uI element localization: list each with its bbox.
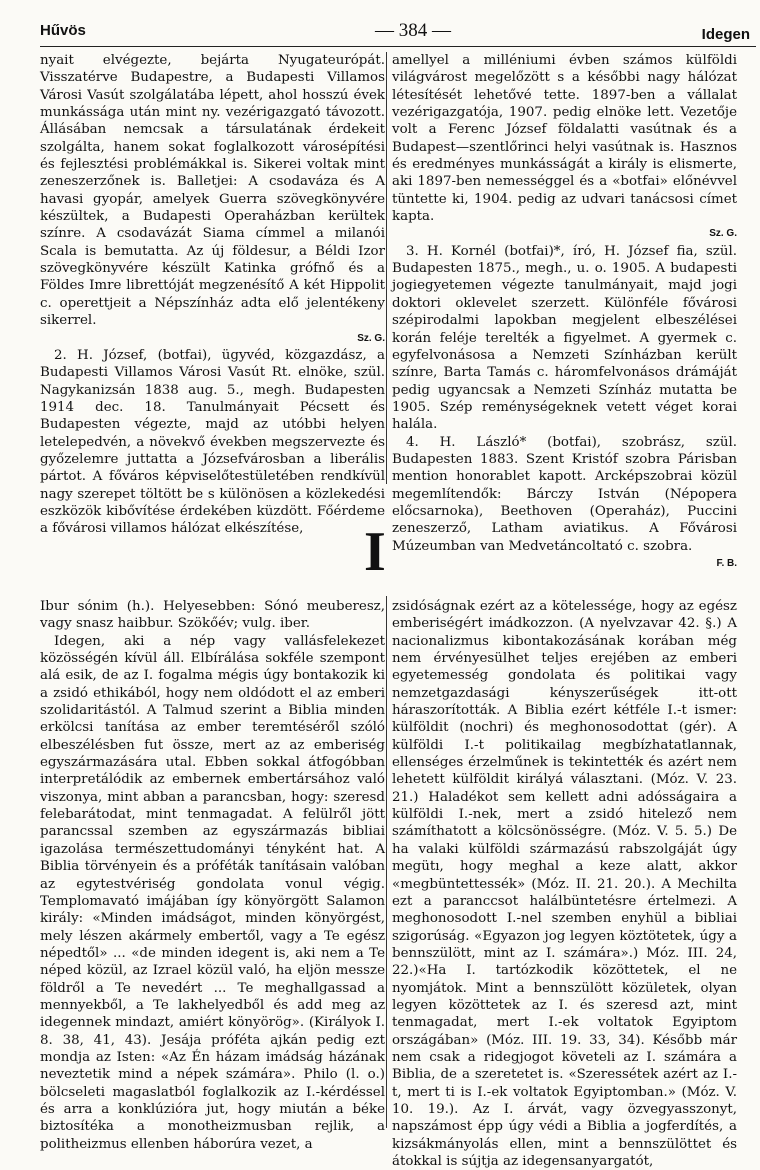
- paragraph: 4. H. László* (botfai), szobrász, szül. Budapesten 1883. Szent Kristóf szobra Párisban mention honorablet kapott. Arcképszobrai közül megemlítendők: Bárczy István (Népopera előcsarnoka), Beethoven (Operaház), Puccini zeneszerző, Latham aviatikus. A Fővárosi Múzeumban van Medvetáncoltató c. szobra.: [392, 434, 737, 554]
- running-header: [40, 22, 756, 48]
- entry-ibur: Ibur sónim (h.). Helyesebben: Sónó meuberesz, vagy snasz haibbur. Szökőév; vulg. iber.: [40, 599, 385, 632]
- page-number: — 384 —: [375, 20, 451, 41]
- header-rule: [40, 46, 756, 47]
- column-top-right: [392, 52, 737, 572]
- header-right-keyword: Idegen: [701, 26, 750, 43]
- signature: F. B.: [716, 557, 737, 569]
- column-divider-bottom: [386, 596, 387, 1128]
- column-divider-top: [386, 52, 387, 484]
- column-top-left: [40, 52, 385, 538]
- paragraph: 2. H. József, (botfai), ügyvéd, közgazdász, a Budapesti Villamos Városi Vasút Rt. elnöke, szül. Nagykanizsán 1838 aug. 5., megh. Budapesten 1914 dec. 18. Tanulmányait Pécsett és Budapesten végezte, majd az utóbbi helyen letelepedvén, a növekvő években megszervezte és győzelemre juttatta a Józsefvárosban a liberális pártot. A főváros képviselőtestületében rendkívül nagy szerepet töltött be s különösen a közlekedési eszközök kibővítése érdekében küzdött. Főérdeme a fővárosi villamos hálózat elkészítése,: [40, 347, 385, 537]
- header-left-keyword: Hűvös: [40, 22, 86, 39]
- column-bottom-left: [40, 598, 385, 1153]
- signature: Sz. G.: [709, 228, 737, 240]
- paragraph: zsidóságnak ezért az a kötelessége, hogy az egész emberiségért imádkozzon. (A nyelvzavar 42. §.) A nacionalizmus kibontakozásának korában még nem érvényesülhet teljes erejében az emberi egyetemesség gondolata és politikai vagy nemzetgazdasági kényszerűségek itt-ott háraszorították. A Biblia ezért kétféle I.-t ismer: külföldit (nochri) és meghonosodottat (gér). A külföldi I.-t politikailag megbízhatatlannak, ellenséges érzelműnek is tekintették és azért nem lehetett külföldit királyá választani. (Móz. V. 23. 21.) Haladékot sem kellett adni adósságaira a külföldi I.-nek, mert a zsidó hitelező nem számíthatott a kölcsönösségre. (Móz. V. 5. 5.) De ha valaki külföldi származású rabszolgáját úgy megütı, hogy meghal a keze alatt, akkor «megbüntettessék» (Móz. II. 21. 20.). A Mechilta ezt a paranccsot halálbüntetésre értelmezi. A meghonosodott I.-nel szemben enyhül a bibliai szigorúság. «Egyazon jog legyen köztötetek, úgy a bennszülött, mint az I. számára».) Móz. III. 24, 22.)«Ha I. tartózkodik közöttetek, el ne nyomjátok. Mint a bennszülött közületek, olyan legyen közöttetek az I. és szeresd azt, mint tenmagadat, mert I.-ek voltatok Egyiptom országában» (Móz. III. 19. 33, 34). Később már nem csak a ridegjogot követeli az I. számára a Biblia, de a szeretetet is. «Szeressétek azért az I.-t, mert ti is I.-ek voltatok Egyiptomban.» (Móz. V. 10. 19.). Az I. árvát, vagy özvegyasszonyt, napszámost épp úgy védi a Biblia a jogferdítés, a kizsákmányolás ellen, mint a bennszülöttet és átokkal is sújtja az idegensanyargatót,: [392, 599, 737, 1169]
- entry-idegen: Idegen, aki a nép vagy vallásfelekezet közösségén kívül áll. Elbírálása sokféle szempont alá esik, de az I. fogalma mégis úgy bontakozik ki a zsidó ethikából, hogy nem oldódott el az emberi szolidaritástól. A Talmud szerint a Biblia minden erkölcsi tanítása az ember teremtéséről szóló elbeszélésben fut össze, mert az az emberiség egyszármazására utal. Ebben sokkal átfogóbban interpretálódik az embernek embertársához való viszonya, mint abban a parancsban, hogy: szeresd felebarátodat, mint tenmagadat. A felülről jött parancssal szemben az egyszármazás bibliai igazolása természettudományi tényként hat. A Biblia törvényein és a próféták tanításain valóban az egytestvériség gondolata vonul végig. Templomavató imájában így könyörgött Salamon király: «Minden imádságot, minden könyörgést, mely lészen akármely embertől, vagy a Te egész népedtől» ... «de minden idegent is, aki nem a Te néped közül, az Izrael közül való, ha eljön messze földről a Te nevedért ... Te meghallgassad a mennyekből, a Te lakhelyedből és add meg az idegennek mindazt, amiért könyörög». (Királyok I. 8. 38, 41, 43). Jesája próféta ajkán pedig ezt mondja az Isten: «Az Én házam imádság házának neveztetik mind a népek számára». Philo (l. o.) bölcseleti magaslatból foglalkozik az I.-kérdéssel és arra a konklúzióra jut, hogy miután a béke biztosítéka a monotheizmusban rejlik, a politheizmus ellenben háborúra vezet, a: [40, 633, 385, 1152]
- column-bottom-right: [392, 598, 737, 1170]
- paragraph: 3. H. Kornél (botfai)*, író, H. József fia, szül. Budapesten 1875., megh., u. o. 1905. A budapesti jogiegyetemen végezte tanulmányait, majd jogi doktori oklevelet szerzett. Különféle fővárosi szépirodalmi lapokban megjelent elbeszélései korán feléje terelték a figyelmet. A gyermek c. egyfelvonásosa a Nemzeti Színházban került színre, Barta Tamás c. háromfelvonásos drámáját pedig ugyancsak a Nemzeti Színház mutatta be 1905. Szép reménységeknek vetett véget korai halála.: [392, 243, 737, 433]
- signature: Sz. G.: [357, 332, 385, 344]
- paragraph: nyait elvégezte, bejárta Nyugateurópát. Visszatérve Budapestre, a Budapesti Villamos Városi Vasút szolgálatába lépett, ahol hosszú évek munkássága után mint ny. vezérigazgató távozott. Állásában nemcsak a társulatának érdekeit szolgálta, hanem sokat foglalkozott városépítési és fejlesztési problémákkal is. Sikerei voltak mint zeneszerzőnek is. Balletjei: A csodaváza és A havasi gyopár, amelyek Guerra szövegkönyvére készültek, a Budapesti Operaházban kerültek színre. A csodavázát Siama címmel a milanói Scala is bemutatta. Az új földesur, a Béldi Izor szövegkönyvére készült Katinka grófnő és a Földes Imre librettóját megzenésítő A két Hippolit c. operettjeit a Népszínház adta elő jelentékeny sikerrel.: [40, 53, 385, 329]
- paragraph: amellyel a milléniumi évben számos külföldi világvárost megelőzött s a későbbi nagy hálózat létesítését lehetővé tette. 1897-ben a vállalat vezérigazgatója, 1907. pedig elnöke lett. Vezetője volt a Ferenc József földalatti vasútnak és a Budapest—szentlőrinci helyi vasútnak is. Hasznos és eredményes munkásságát a király is elismerte, aki 1897-ben nemességgel és a «botfai» előnévvel tüntette ki, 1904. pedig az udvari tanácsosi címet kapta.: [392, 53, 737, 225]
- section-letter: I: [364, 521, 386, 583]
